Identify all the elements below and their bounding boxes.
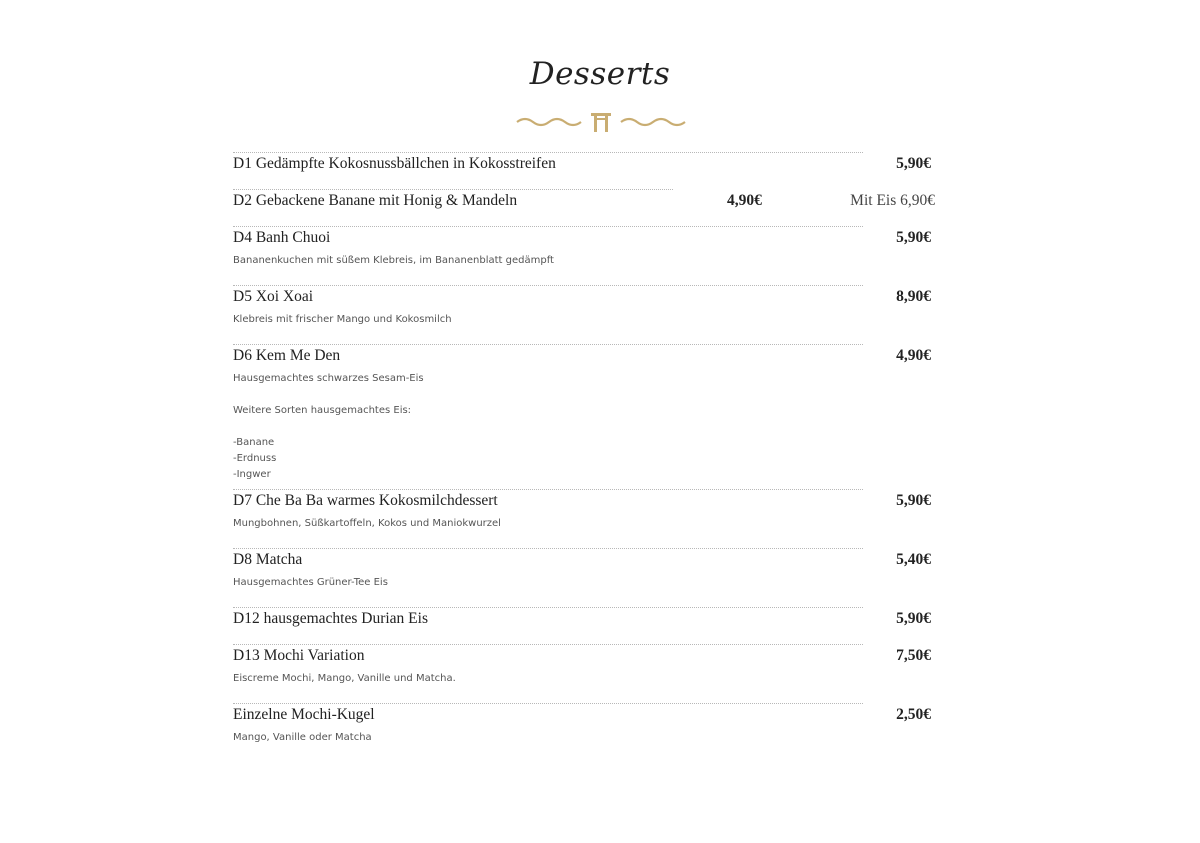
- menu-item: [233, 703, 939, 762]
- item-name: Einzelne Mochi-Kugel: [233, 706, 375, 723]
- item-price: 8,90€: [896, 288, 931, 305]
- item-description: Mungbohnen, Süßkartoffeln, Kokos und Maniokwurzel: [233, 518, 501, 529]
- item-price: 7,50€: [896, 647, 931, 664]
- menu-item: [233, 607, 939, 644]
- item-description: Mango, Vanille oder Matcha: [233, 732, 372, 743]
- item-name: D5 Xoi Xoai: [233, 288, 314, 305]
- item-price: 4,90€: [727, 192, 762, 209]
- item-price-with-ice: Mit Eis 6,90€: [850, 192, 935, 209]
- page-title: Desserts: [529, 56, 671, 92]
- item-price: 5,90€: [896, 229, 931, 246]
- menu-item: [233, 189, 939, 226]
- item-description: Eiscreme Mochi, Mango, Vanille und Matcha.: [233, 673, 456, 684]
- torii-ornament-icon: [515, 110, 687, 134]
- item-name: D12 hausgemachtes Durian Eis: [233, 610, 428, 627]
- item-price: 2,50€: [896, 706, 931, 723]
- menu-item: [233, 644, 939, 703]
- item-description: Klebreis mit frischer Mango und Kokosmilch: [233, 314, 452, 325]
- item-name: D1 Gedämpfte Kokosnussbällchen in Kokosstreifen: [233, 155, 556, 172]
- item-price: 5,90€: [896, 155, 931, 172]
- item-price: 4,90€: [896, 347, 931, 364]
- item-name: D7 Che Ba Ba warmes Kokosmilchdessert: [233, 492, 498, 509]
- item-name: D2 Gebackene Banane mit Honig & Mandeln: [233, 192, 518, 209]
- item-name: D4 Banh Chuoi: [233, 229, 331, 246]
- item-name: D8 Matcha: [233, 551, 303, 568]
- menu-item: [233, 152, 939, 189]
- item-name: D13 Mochi Variation: [233, 647, 365, 664]
- menu-item: [233, 226, 939, 285]
- item-name: D6 Kem Me Den: [233, 347, 341, 364]
- menu-item: [233, 489, 939, 548]
- menu-item: [233, 548, 939, 607]
- menu-item: [233, 344, 939, 489]
- dessert-menu: [233, 152, 939, 762]
- item-description: Bananenkuchen mit süßem Klebreis, im Bananenblatt gedämpft: [233, 255, 554, 266]
- menu-item: [233, 285, 939, 344]
- item-description: Hausgemachtes Grüner-Tee Eis: [233, 577, 388, 588]
- item-price: 5,90€: [896, 610, 931, 627]
- item-price: 5,90€: [896, 492, 931, 509]
- item-description: Hausgemachtes schwarzes Sesam-Eis Weitere Sorten hausgemachtes Eis: -Banane -Erdnuss -Ingwer: [233, 373, 424, 480]
- item-price: 5,40€: [896, 551, 931, 568]
